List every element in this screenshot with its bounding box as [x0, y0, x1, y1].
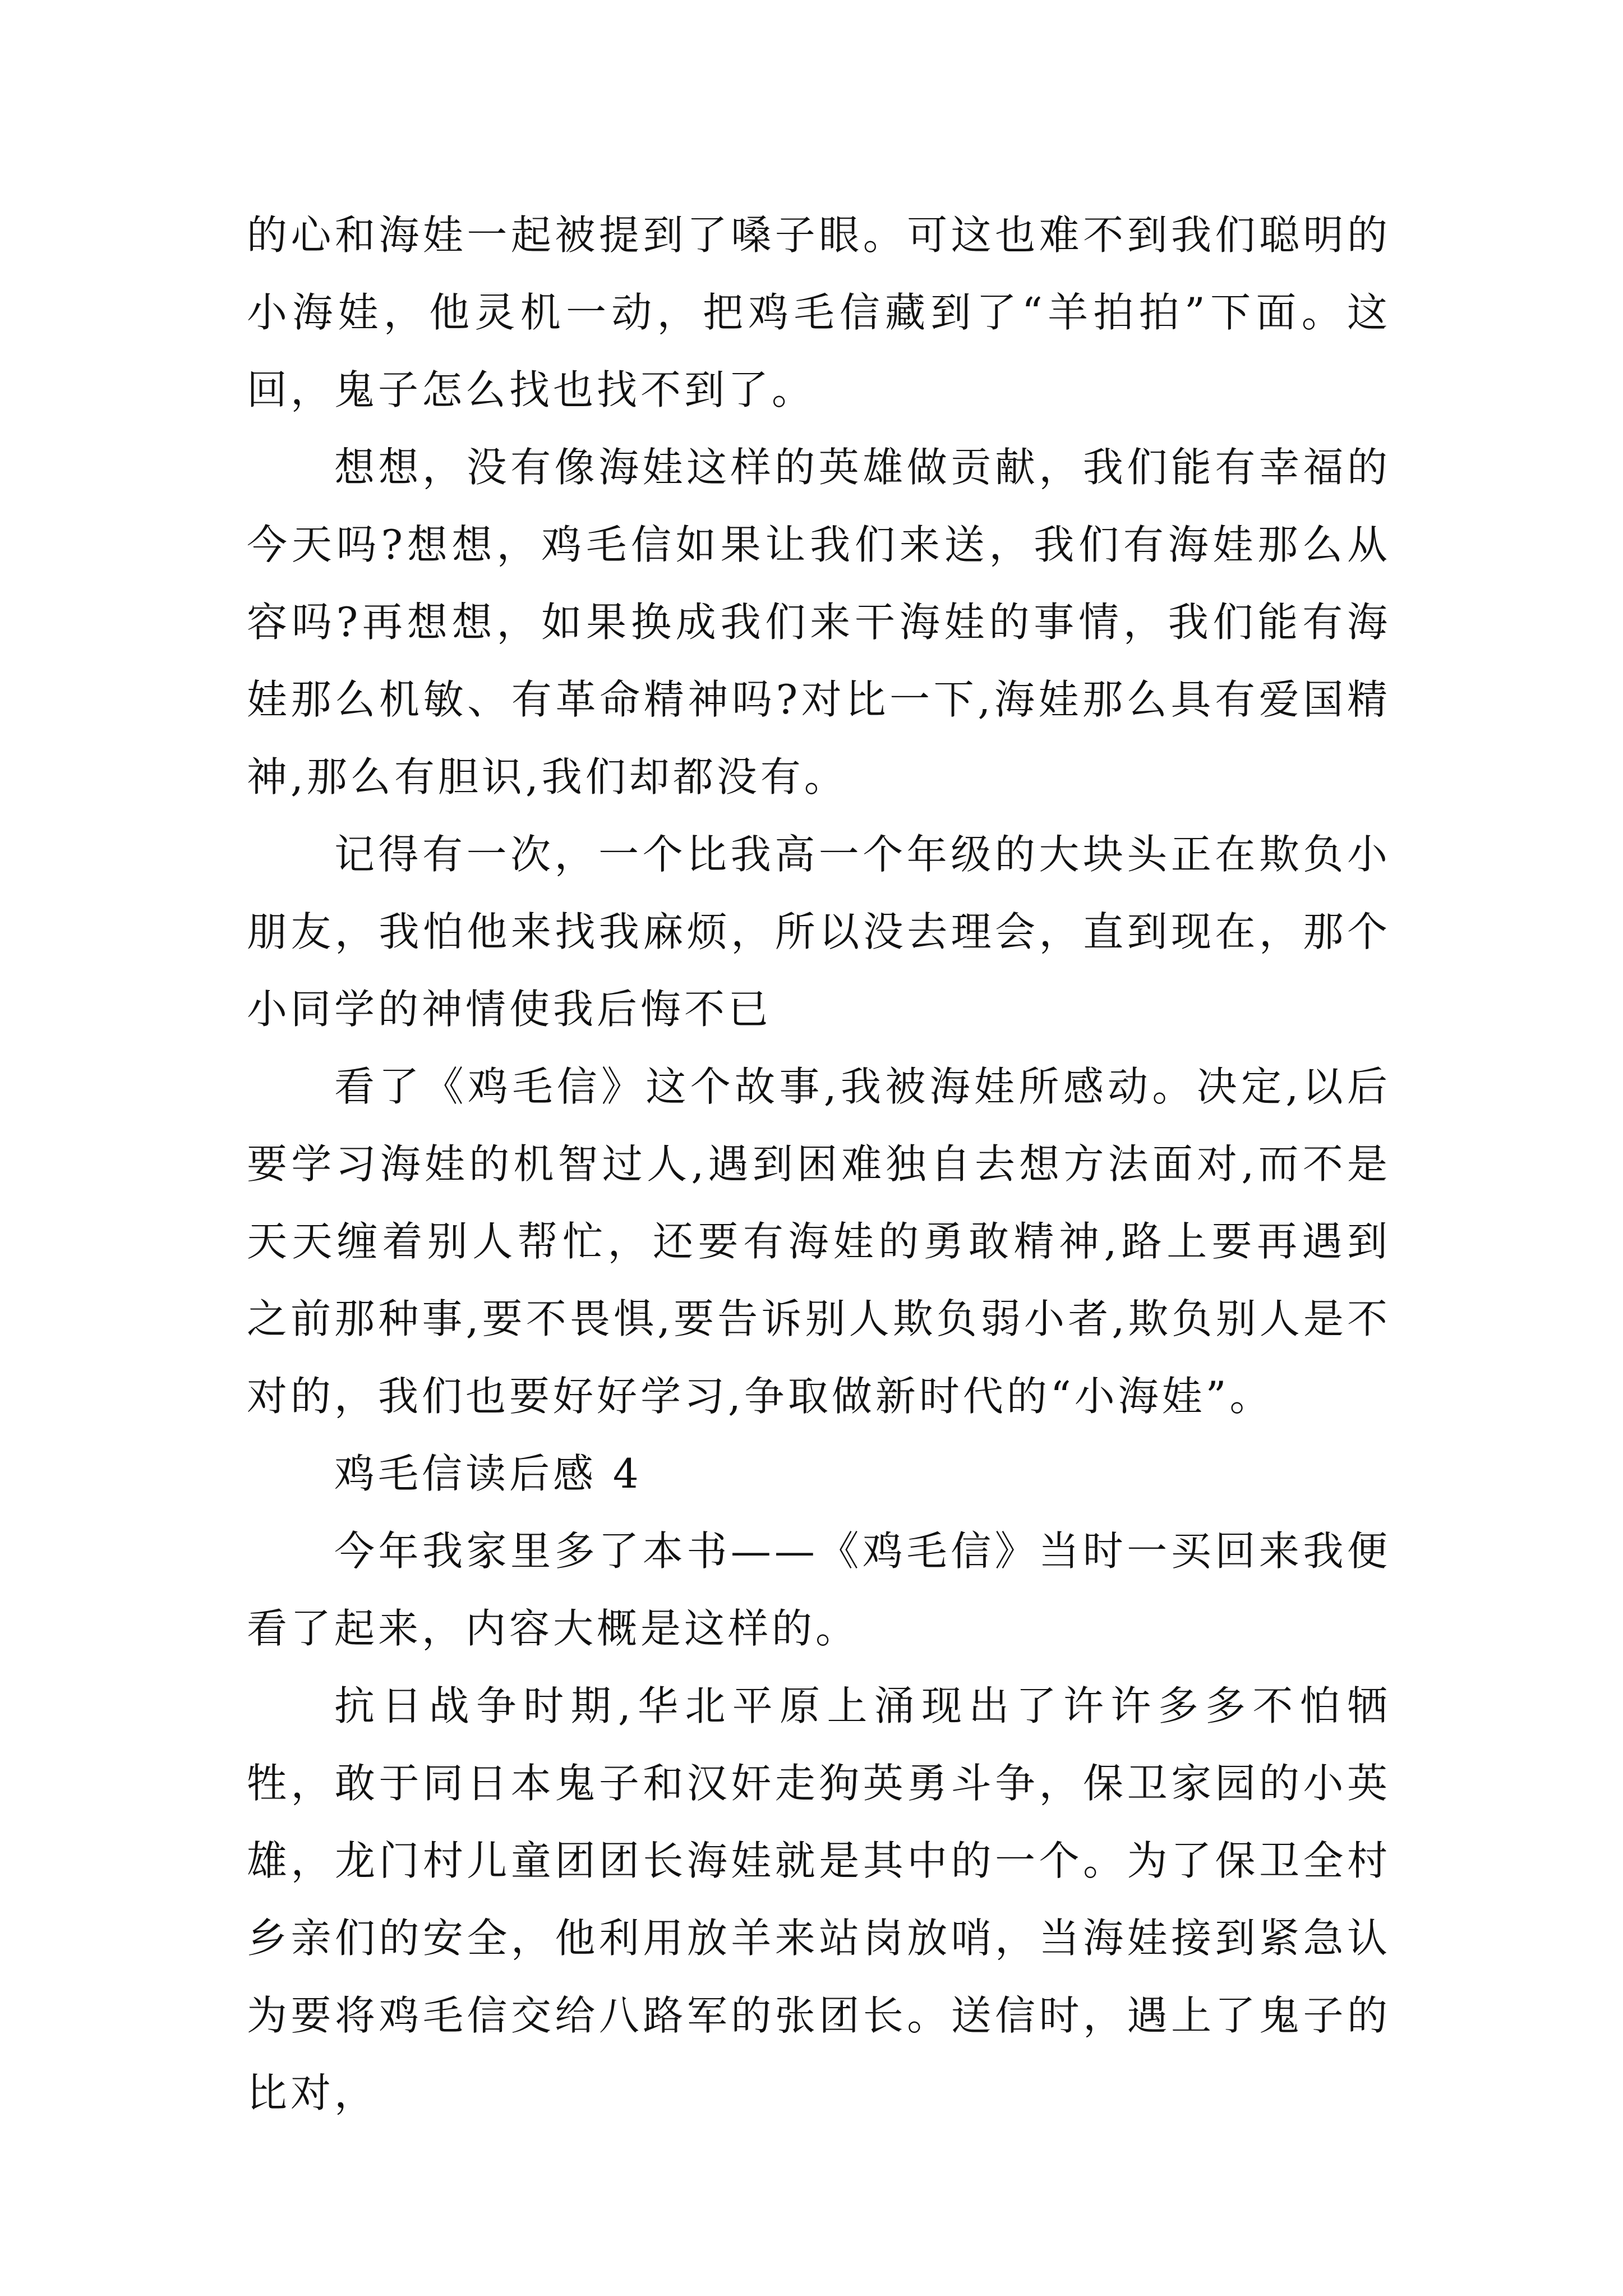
paragraph-1: 的心和海娃一起被提到了嗓子眼。可这也难不到我们聪明的小海娃，他灵机一动，把鸡毛信藏到了“羊拍拍”下面。这回，鬼子怎么找也找不到了。	[247, 211, 1391, 413]
paragraph-6: 抗日战争时期,华北平原上涌现出了许许多多不怕牺牲，敢于同日本鬼子和汉奸走狗英勇斗争，保卫家园的小英雄，龙门村儿童团团长海娃就是其中的一个。为了保卫全村乡亲们的安全，他利用放羊来站岗放哨，当海娃接到紧急认为要将鸡毛信交给八路军的张团长。送信时，遇上了鬼子的比对，	[247, 1682, 1391, 2116]
paragraph-5: 今年我家里多了本书——《鸡毛信》当时一买回来我便看了起来，内容大概是这样的。	[247, 1527, 1391, 1652]
section-heading: 鸡毛信读后感 4	[334, 1450, 642, 1497]
paragraph-4: 看了《鸡毛信》这个故事,我被海娃所感动。决定,以后要学习海娃的机智过人,遇到困难独自去想方法面对,而不是天天缠着别人帮忙，还要有海娃的勇敢精神,路上要再遇到之前那种事,要不畏惧,要告诉别人欺负弱小者,欺负别人是不对的，我们也要好好学习,争取做新时代的“小海娃”。	[247, 1063, 1391, 1420]
document-body	[247, 196, 1391, 2132]
paragraph-2: 想想，没有像海娃这样的英雄做贡献，我们能有幸福的今天吗?想想，鸡毛信如果让我们来送，我们有海娃那么从容吗?再想想，如果换成我们来干海娃的事情，我们能有海娃那么机敏、有革命精神吗?对比一下,海娃那么具有爱国精神,那么有胆识,我们却都没有。	[247, 444, 1391, 800]
paragraph-3: 记得有一次，一个比我高一个年级的大块头正在欺负小朋友，我怕他来找我麻烦，所以没去理会，直到现在，那个小同学的神情使我后悔不已	[247, 831, 1391, 1033]
